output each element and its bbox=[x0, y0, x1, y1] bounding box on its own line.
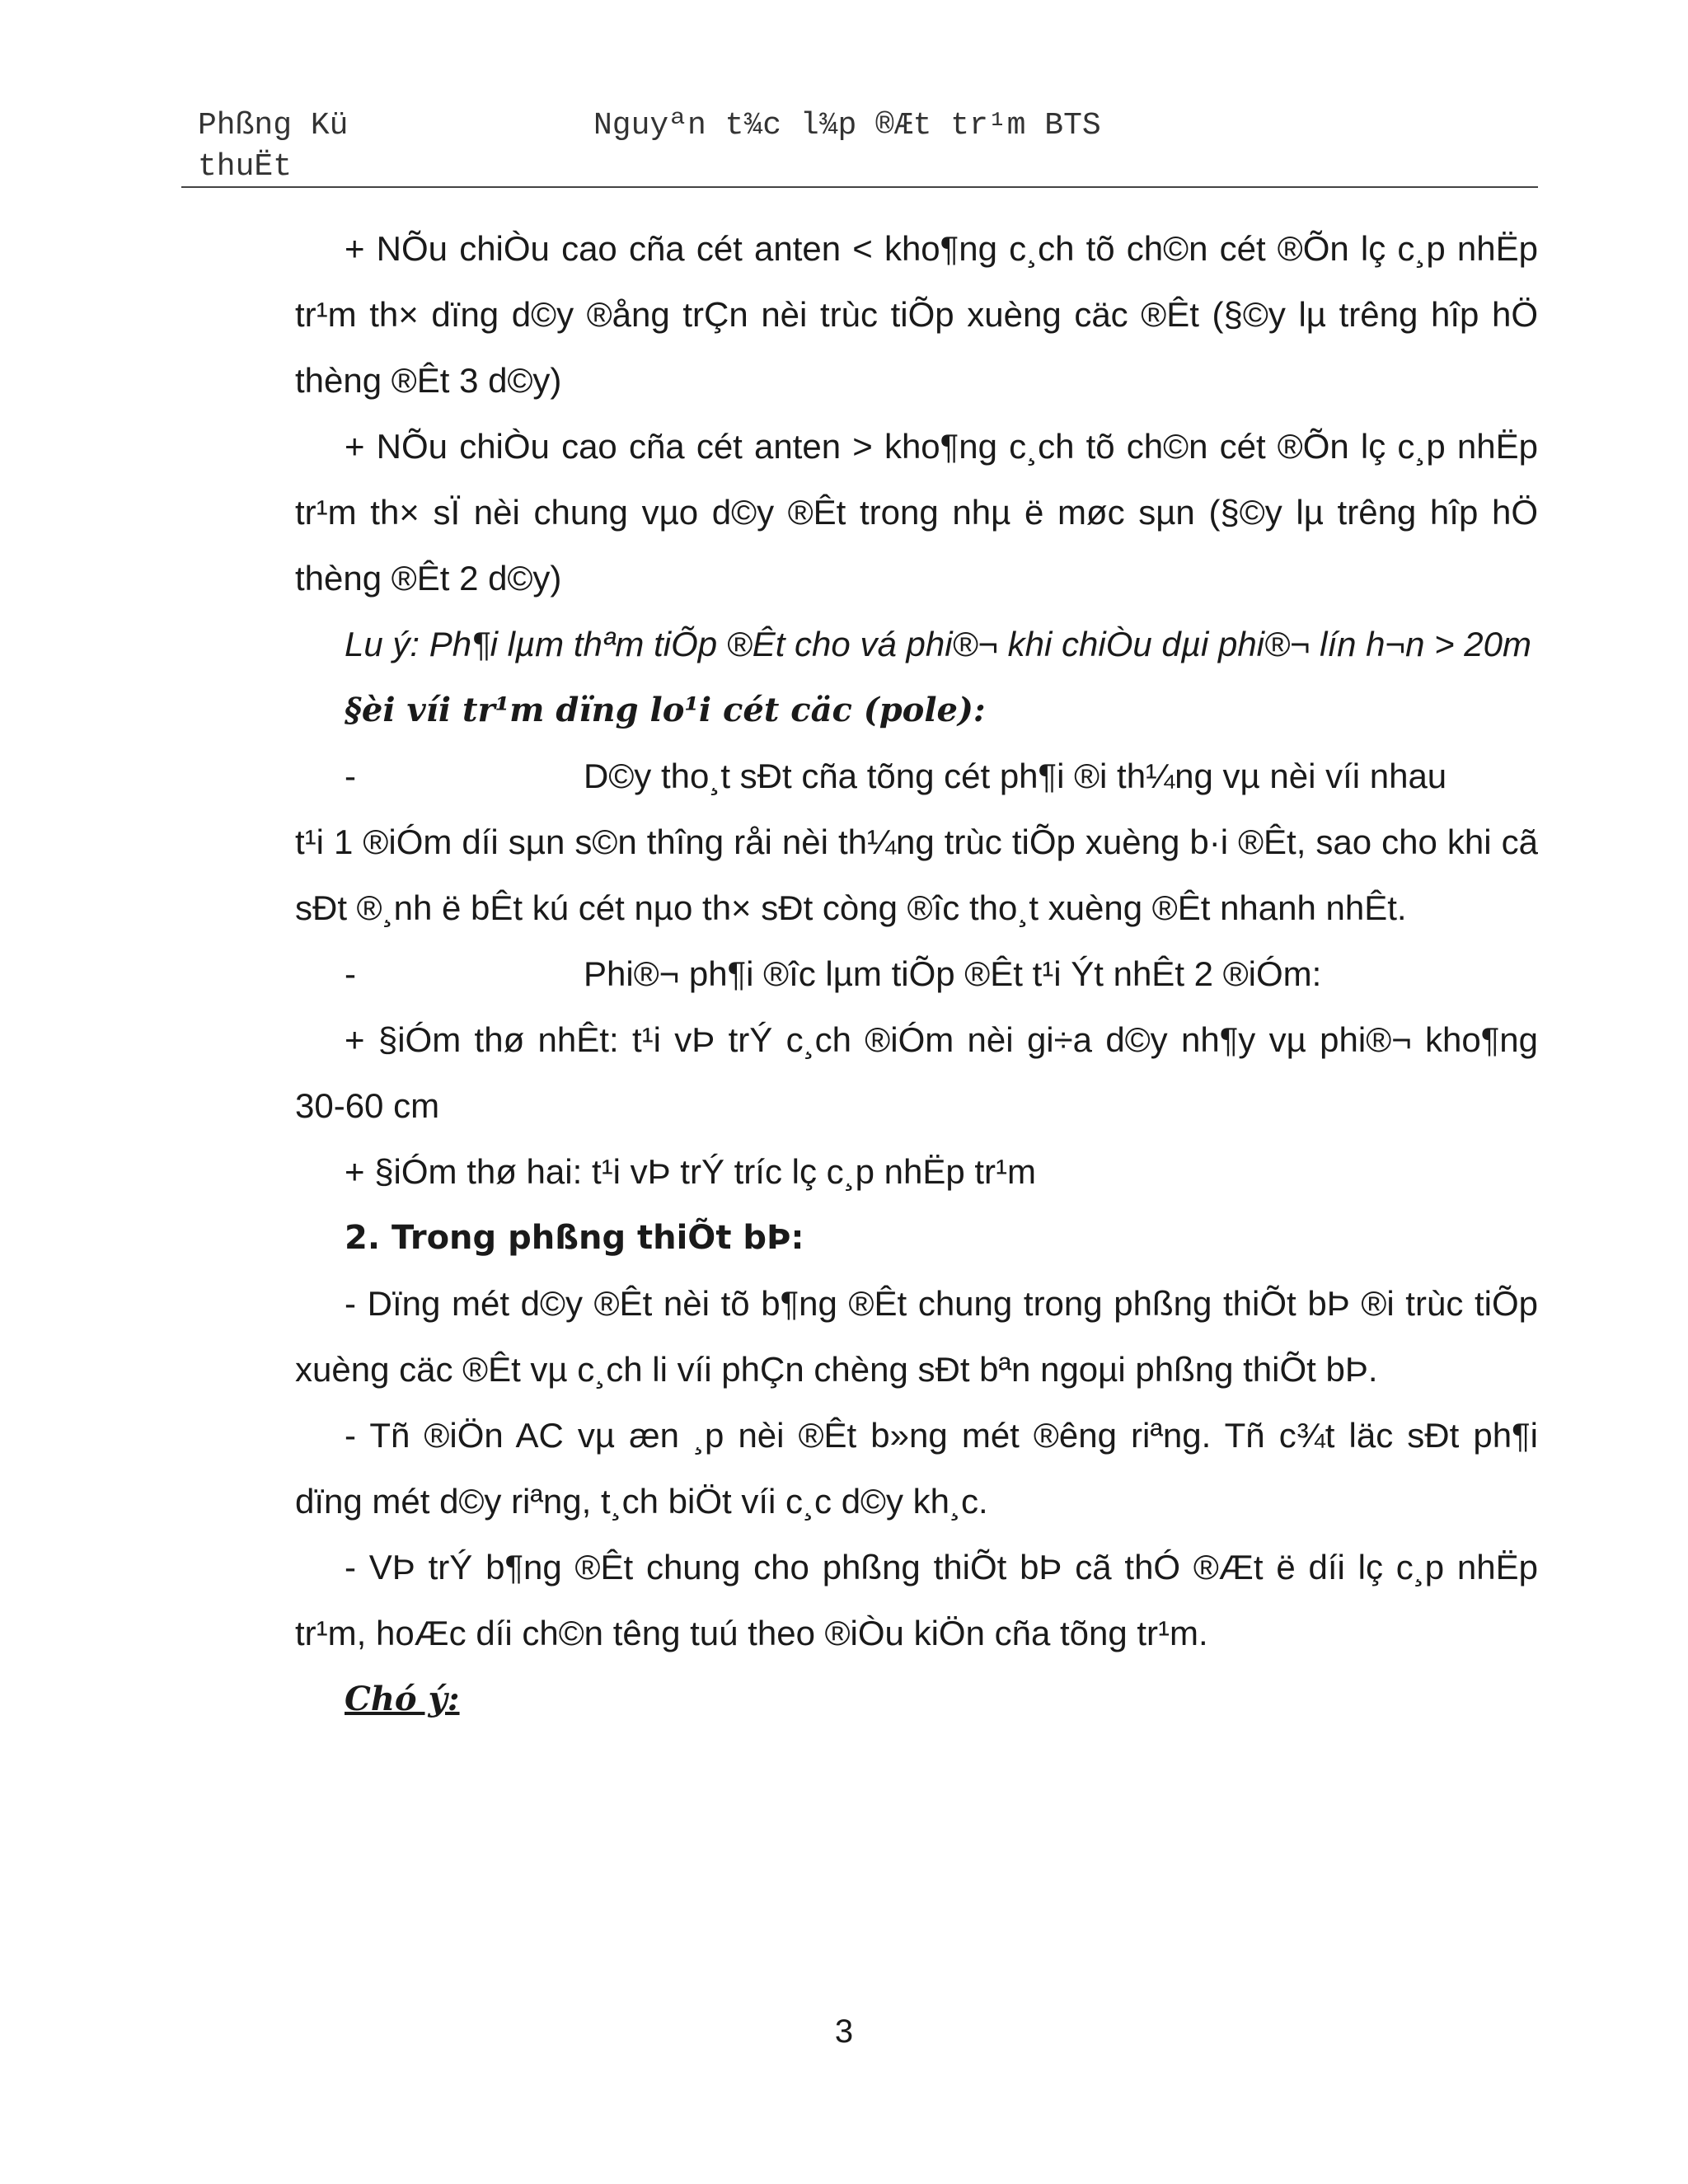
header-department: Phßng Kü thuËt bbox=[198, 108, 349, 185]
page-number: 3 bbox=[834, 2013, 854, 2050]
list-dash: - bbox=[345, 757, 356, 795]
paragraph-ground-wire: - Dïng mét d©y ®Êt nèi tõ b¶ng ®Êt chung trong phßng thiÕt bÞ ®i trùc tiÕp xuèng cäc ®Êt vµ c¸ch li víi phÇn chèng sÐt bªn ngoµi phßng thiÕt bÞ. bbox=[295, 1284, 1538, 1389]
list-dash: - bbox=[345, 954, 356, 993]
list-item-text: Phi®¬ ph¶i ®îc lµm tiÕp ®Êt t¹i Ýt nhÊt 2 ®iÓm: bbox=[584, 954, 1322, 993]
paragraph-continuation: t¹i 1 ®iÓm díi sµn s©n thîng råi nèi th¼ng trùc tiÕp xuèng b·i ®Êt, sao cho khi cã sÐt ®¸nh ë bÊt kú cét nµo th× sÐt còng ®îc tho¸t xuèng ®Êt nhanh nhÊt. bbox=[295, 823, 1538, 927]
header-title: Nguyªn t¾c l¾p ®Æt tr¹m BTS bbox=[593, 108, 1101, 143]
paragraph-ground-bar-location: - VÞ trÝ b¶ng ®Êt chung cho phßng thiÕt bÞ cã thÓ ®Æt ë díi lç c¸p nhËp tr¹m, hoÆc díi ch©n têng tuú theo ®iÒu kiÖn cña tõng tr¹m. bbox=[295, 1548, 1538, 1652]
paragraph-ac-cabinet: - Tñ ®iÖn AC vµ æn ¸p nèi ®Êt b»ng mét ®êng riªng. Tñ c¾t läc sÐt ph¶i dïng mét d©y riªng, t¸ch biÖt víi c¸c d©y kh¸c. bbox=[295, 1416, 1538, 1521]
document-body bbox=[295, 216, 1538, 1732]
paragraph-short-mast: + NÕu chiÒu cao cña cét anten > kho¶ng c¸ch tõ ch©n cét ®Õn lç c¸p nhËp tr¹m th× sÏ nèi chung vµo d©y ®Êt trong nhµ ë møc sµn (§©y lµ trêng hîp hÖ thèng ®Êt 2 d©y) bbox=[295, 427, 1538, 598]
note-feeder-grounding: Lu ý: Ph¶i lµm thªm tiÕp ®Êt cho vá phi®¬ khi chiÒu dµi phi®¬ lín h¬n > 20m bbox=[345, 625, 1531, 663]
list-item-lightning-wire bbox=[295, 743, 1538, 809]
heading-attention-text: Chó ý: bbox=[345, 1680, 460, 1718]
list-item-text: D©y tho¸t sÐt cña tõng cét ph¶i ®i th¼ng vµ nèi víi nhau bbox=[584, 757, 1447, 795]
heading-equipment-room: 2. Trong phßng thiÕt bÞ: bbox=[345, 1219, 804, 1257]
list-item-feeder-points bbox=[295, 941, 1538, 1007]
heading-attention bbox=[295, 1666, 1538, 1732]
heading-pole-station: §èi víi tr¹m dïng lo¹i cét cäc (pole): bbox=[345, 691, 986, 729]
header-divider bbox=[181, 186, 1538, 188]
paragraph-tall-mast: + NÕu chiÒu cao cña cét anten < kho¶ng c¸ch tõ ch©n cét ®Õn lç c¸p nhËp tr¹m th× dïng d©y ®ång trÇn nèi trùc tiÕp xuèng cäc ®Êt (§©y lµ trêng hîp hÖ thèng ®Êt 3 d©y) bbox=[295, 229, 1538, 400]
paragraph-second-point: + §iÓm thø hai: t¹i vÞ trÝ tríc lç c¸p nhËp tr¹m bbox=[345, 1152, 1037, 1191]
paragraph-first-point: + §iÓm thø nhÊt: t¹i vÞ trÝ c¸ch ®iÓm nèi gi÷a d©y nh¶y vµ phi®¬ kho¶ng 30-60 cm bbox=[295, 1020, 1538, 1125]
